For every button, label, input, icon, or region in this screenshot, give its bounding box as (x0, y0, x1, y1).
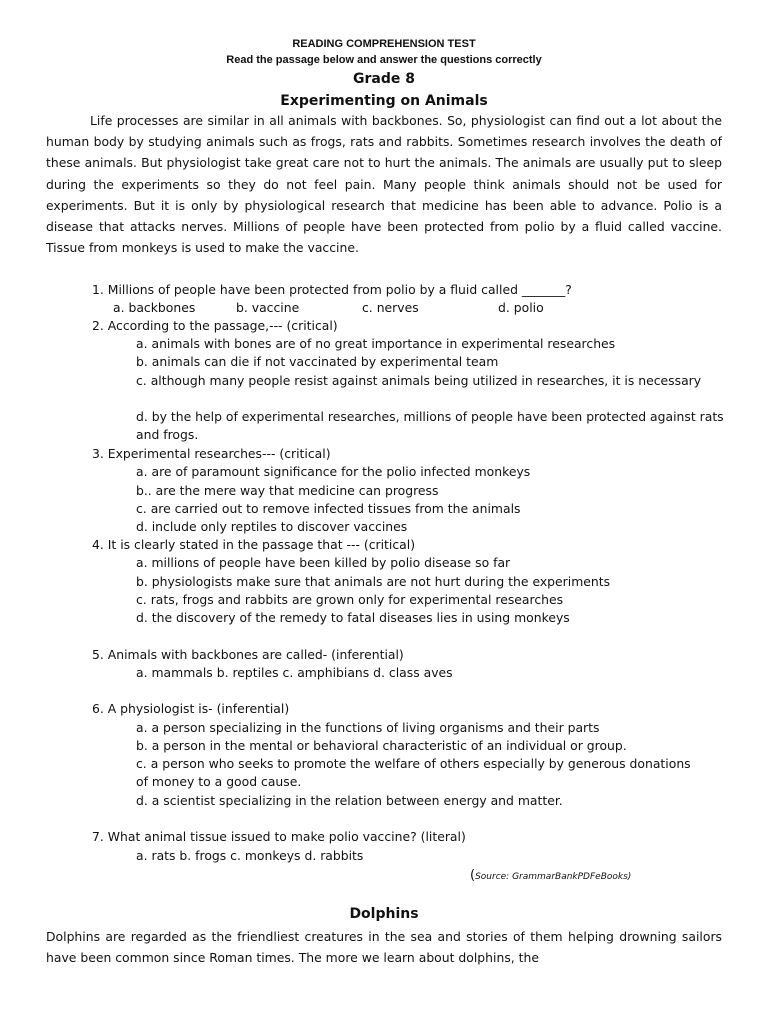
q3-option-b: b.. are the mere way that medicine can progress (136, 483, 439, 498)
q5-options: a. mammals b. reptiles c. amphibians d. class aves (136, 665, 453, 680)
question-7-stem: 7. What animal tissue issued to make polio vaccine? (literal) (92, 829, 466, 844)
q3-option-a: a. are of paramount significance for the polio infected monkeys (136, 464, 531, 479)
passage-title: Experimenting on Animals (280, 93, 488, 109)
q6-option-b: b. a person in the mental or behavioral characteristic of an individual or group. (136, 738, 627, 753)
q7-options: a. rats b. frogs c. monkeys d. rabbits (136, 848, 364, 863)
q6-option-d: d. a scientist specializing in the relation between energy and matter. (136, 793, 563, 808)
q6-option-a: a. a person specializing in the functions of living organisms and their parts (136, 720, 600, 735)
question-1-stem: 1. Millions of people have been protected from polio by a fluid called _______? (92, 282, 572, 297)
question-2-stem: 2. According to the passage,--- (critical) (92, 318, 338, 333)
q1-option-a: a. backbones (113, 300, 196, 315)
q1-option-d: d. polio (498, 300, 544, 315)
q4-option-d: d. the discovery of the remedy to fatal diseases lies in using monkeys (136, 610, 570, 625)
q1-option-b: b. vaccine (236, 300, 300, 315)
test-title: READING COMPREHENSION TEST (292, 38, 476, 50)
q1-option-c: c. nerves (362, 300, 419, 315)
dolphins-text: Dolphins are regarded as the friendliest creatures in the sea and stories of them helping drowning sailors have been common since Roman times. The more we learn about dolphins, the (46, 929, 722, 966)
grade-heading: Grade 8 (353, 71, 415, 87)
source-text: Source: GrammarBankPDFeBooks) (475, 872, 632, 882)
source-citation (470, 868, 631, 883)
q2-option-c: c. although many people resist against animals being utilized in researches, it is necessary (136, 373, 702, 388)
q4-option-b: b. physiologists make sure that animals are not hurt during the experiments (136, 574, 611, 589)
source-paren: ( (470, 868, 476, 883)
q3-option-c: c. are carried out to remove infected tissues from the animals (136, 501, 521, 516)
question-6-stem: 6. A physiologist is- (inferential) (92, 701, 290, 716)
test-instruction: Read the passage below and answer the questions correctly (226, 54, 542, 66)
question-3-stem: 3. Experimental researches--- (critical) (92, 446, 331, 461)
q2-option-a: a. animals with bones are of no great importance in experimental researches (136, 336, 616, 351)
q6-option-c: c. a person who seeks to promote the welfare of others especially by generous donations of money to a good cause. (136, 756, 691, 790)
q3-option-d: d. include only reptiles to discover vaccines (136, 519, 408, 534)
question-5-stem: 5. Animals with backbones are called- (inferential) (92, 647, 404, 662)
q4-option-a: a. millions of people have been killed by polio disease so far (136, 555, 511, 570)
question-4-stem: 4. It is clearly stated in the passage that --- (critical) (92, 537, 416, 552)
dolphins-title: Dolphins (349, 906, 419, 922)
q2-option-d: d. by the help of experimental researches, millions of people have been protected against rats and frogs. (136, 409, 724, 443)
passage-text: Life processes are similar in all animals with backbones. So, physiologist can find out a lot about the human body by studying animals such as frogs, rats and rabbits. Sometimes research involves the death of these animals. But physiologist take great care not to hurt the animals. The animals are usually put to sleep during the experiments so they do not feel pain. Many people think animals should not be used for experiments. But it is only by physiological research that medicine has been able to advance. Polio is a disease that attacks nerves. Millions of people have been protected from polio by a fluid called vaccine. Tissue from monkeys is used to make the vaccine. (46, 113, 722, 256)
q4-option-c: c. rats, frogs and rabbits are grown only for experimental researches (136, 592, 564, 607)
q2-option-b: b. animals can die if not vaccinated by experimental team (136, 354, 499, 369)
